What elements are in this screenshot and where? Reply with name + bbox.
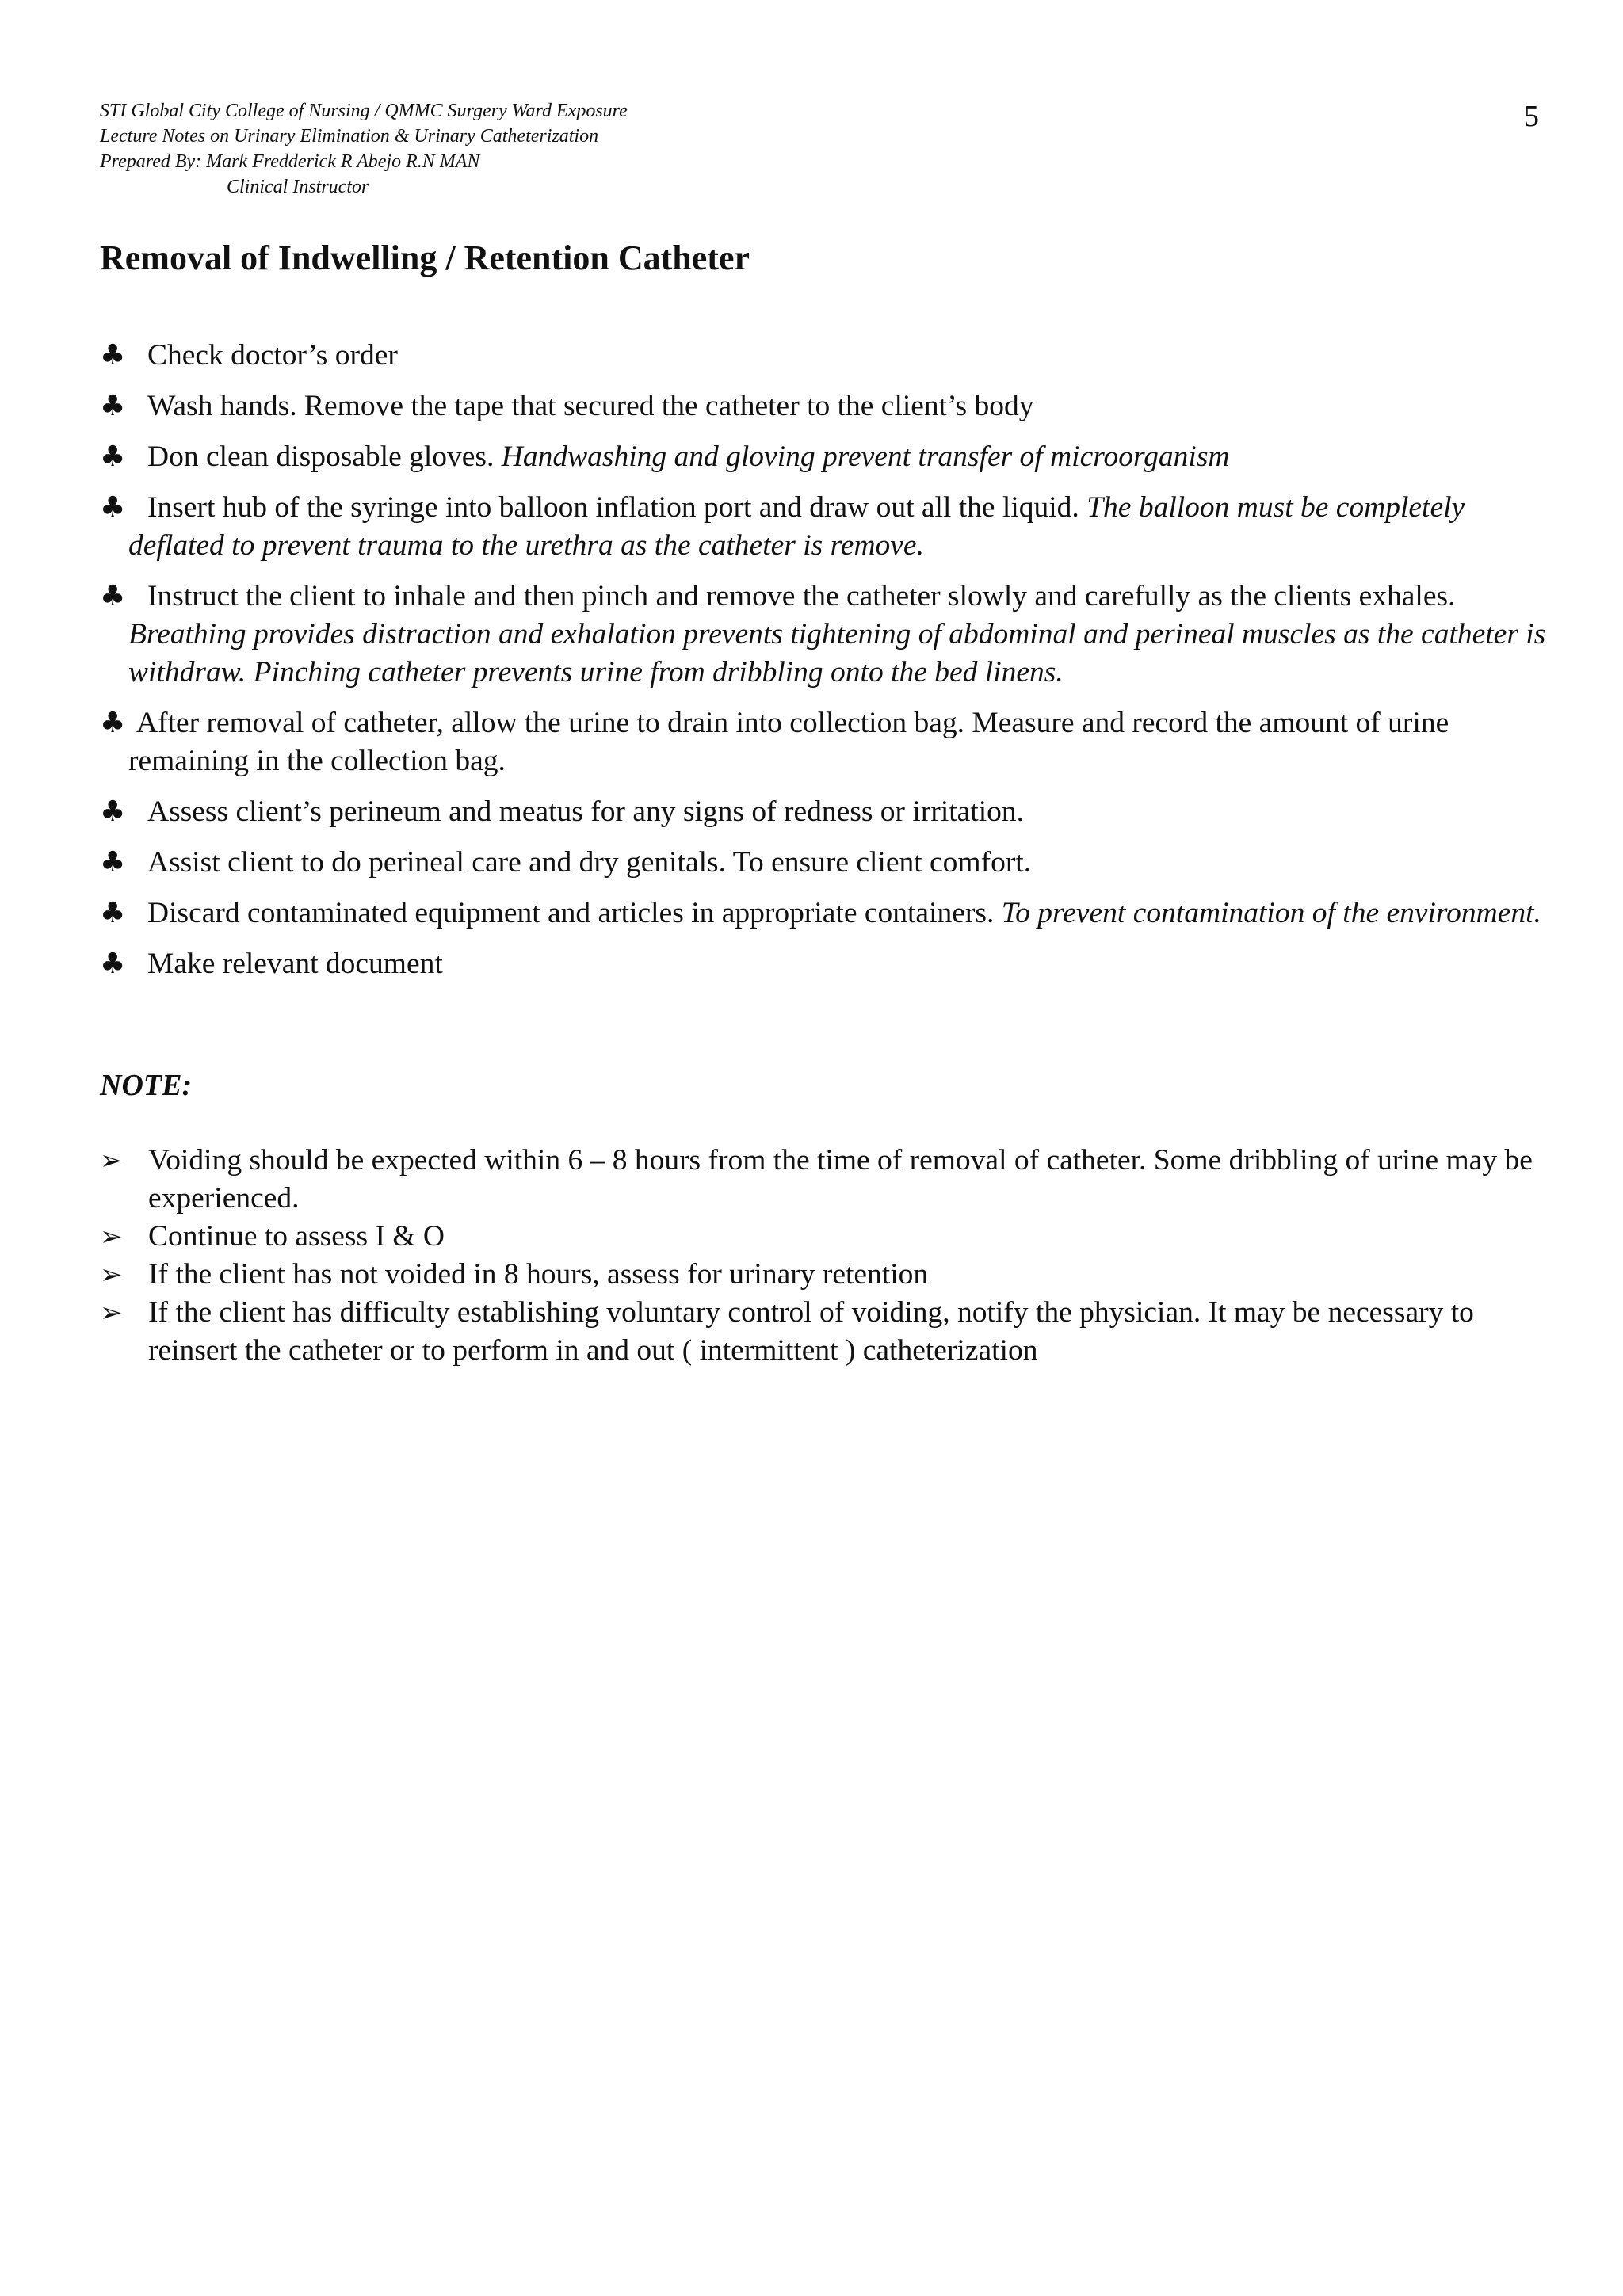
step-text: Make relevant document	[147, 948, 443, 980]
list-item	[100, 1142, 1542, 1218]
note-heading: NOTE:	[100, 1069, 193, 1102]
club-suit-icon: ♣	[100, 897, 126, 929]
arrowhead-icon: ➢	[100, 1145, 123, 1177]
note-text: If the client has not voided in 8 hours, assess for urinary retention	[148, 1258, 929, 1291]
list-item	[100, 438, 1558, 476]
list-item	[100, 1294, 1542, 1370]
note-text: If the client has difficulty establishing voluntary control of voiding, notify the physician. It may be necessary to reinsert the catheter or to perform in and out ( intermittent ) catheterization	[148, 1296, 1474, 1367]
header-line-role: Clinical Instructor	[227, 177, 369, 197]
notes-list	[100, 1142, 1542, 1370]
procedure-steps-list	[100, 337, 1558, 996]
club-suit-icon: ♣	[100, 390, 126, 422]
note-text: Continue to assess I & O	[148, 1220, 445, 1253]
list-item	[100, 1256, 1542, 1294]
list-item	[100, 489, 1558, 565]
club-suit-icon: ♣	[100, 491, 126, 524]
page-header	[100, 98, 1289, 200]
list-item	[100, 337, 1558, 375]
header-line-author: Prepared By: Mark Fredderick R Abejo R.N MAN	[100, 151, 480, 172]
list-item	[100, 704, 1558, 780]
list-item	[100, 793, 1558, 831]
club-suit-icon: ♣	[100, 948, 126, 980]
step-rationale: Handwashing and gloving prevent transfer of microorganism	[501, 441, 1230, 473]
step-rationale: Breathing provides distraction and exhalation prevents tightening of abdominal and perineal muscles as the catheter is withdraw. Pinching catheter prevents urine from dribbling onto the bed linens.	[128, 618, 1546, 688]
note-text: Voiding should be expected within 6 – 8 hours from the time of removal of catheter. Some dribbling of urine may be experienced.	[148, 1144, 1533, 1215]
club-suit-icon: ♣	[100, 441, 126, 473]
step-rationale: The balloon must be completely deflated to prevent trauma to the urethra as the catheter is remove.	[128, 491, 1465, 562]
step-text: Wash hands. Remove the tape that secured the catheter to the client’s body	[147, 390, 1034, 422]
step-text: Discard contaminated equipment and articles in appropriate containers.	[147, 897, 1002, 929]
header-line-institution: STI Global City College of Nursing / QMMC Surgery Ward Exposure	[100, 101, 628, 121]
list-item	[100, 894, 1558, 933]
club-suit-icon: ♣	[100, 795, 126, 828]
arrowhead-icon: ➢	[100, 1297, 123, 1329]
arrowhead-icon: ➢	[100, 1259, 123, 1291]
step-text: Assist client to do perineal care and dry genitals. To ensure client comfort.	[147, 846, 1032, 879]
section-title: Removal of Indwelling / Retention Catheter	[100, 238, 750, 277]
step-text: Instruct the client to inhale and then pinch and remove the catheter slowly and carefully as the clients exhales.	[147, 580, 1456, 612]
club-suit-icon: ♣	[100, 707, 126, 739]
list-item	[100, 844, 1558, 882]
step-text: Assess client’s perineum and meatus for any signs of redness or irritation.	[147, 795, 1025, 828]
page-number: 5	[1524, 100, 1539, 133]
list-item	[100, 387, 1558, 425]
club-suit-icon: ♣	[100, 339, 126, 372]
arrowhead-icon: ➢	[100, 1221, 123, 1253]
step-text: After removal of catheter, allow the urine to drain into collection bag. Measure and record the amount of urine remaining in the collection bag.	[128, 707, 1449, 777]
club-suit-icon: ♣	[100, 580, 126, 612]
step-rationale: To prevent contamination of the environment.	[1001, 897, 1541, 929]
header-line-course: Lecture Notes on Urinary Elimination & Urinary Catheterization	[100, 126, 599, 147]
step-text: Don clean disposable gloves.	[147, 441, 502, 473]
club-suit-icon: ♣	[100, 846, 126, 879]
list-item	[100, 578, 1558, 692]
list-item	[100, 1218, 1542, 1256]
list-item	[100, 945, 1558, 983]
step-text: Check doctor’s order	[147, 339, 398, 372]
step-text: Insert hub of the syringe into balloon inflation port and draw out all the liquid.	[147, 491, 1087, 524]
